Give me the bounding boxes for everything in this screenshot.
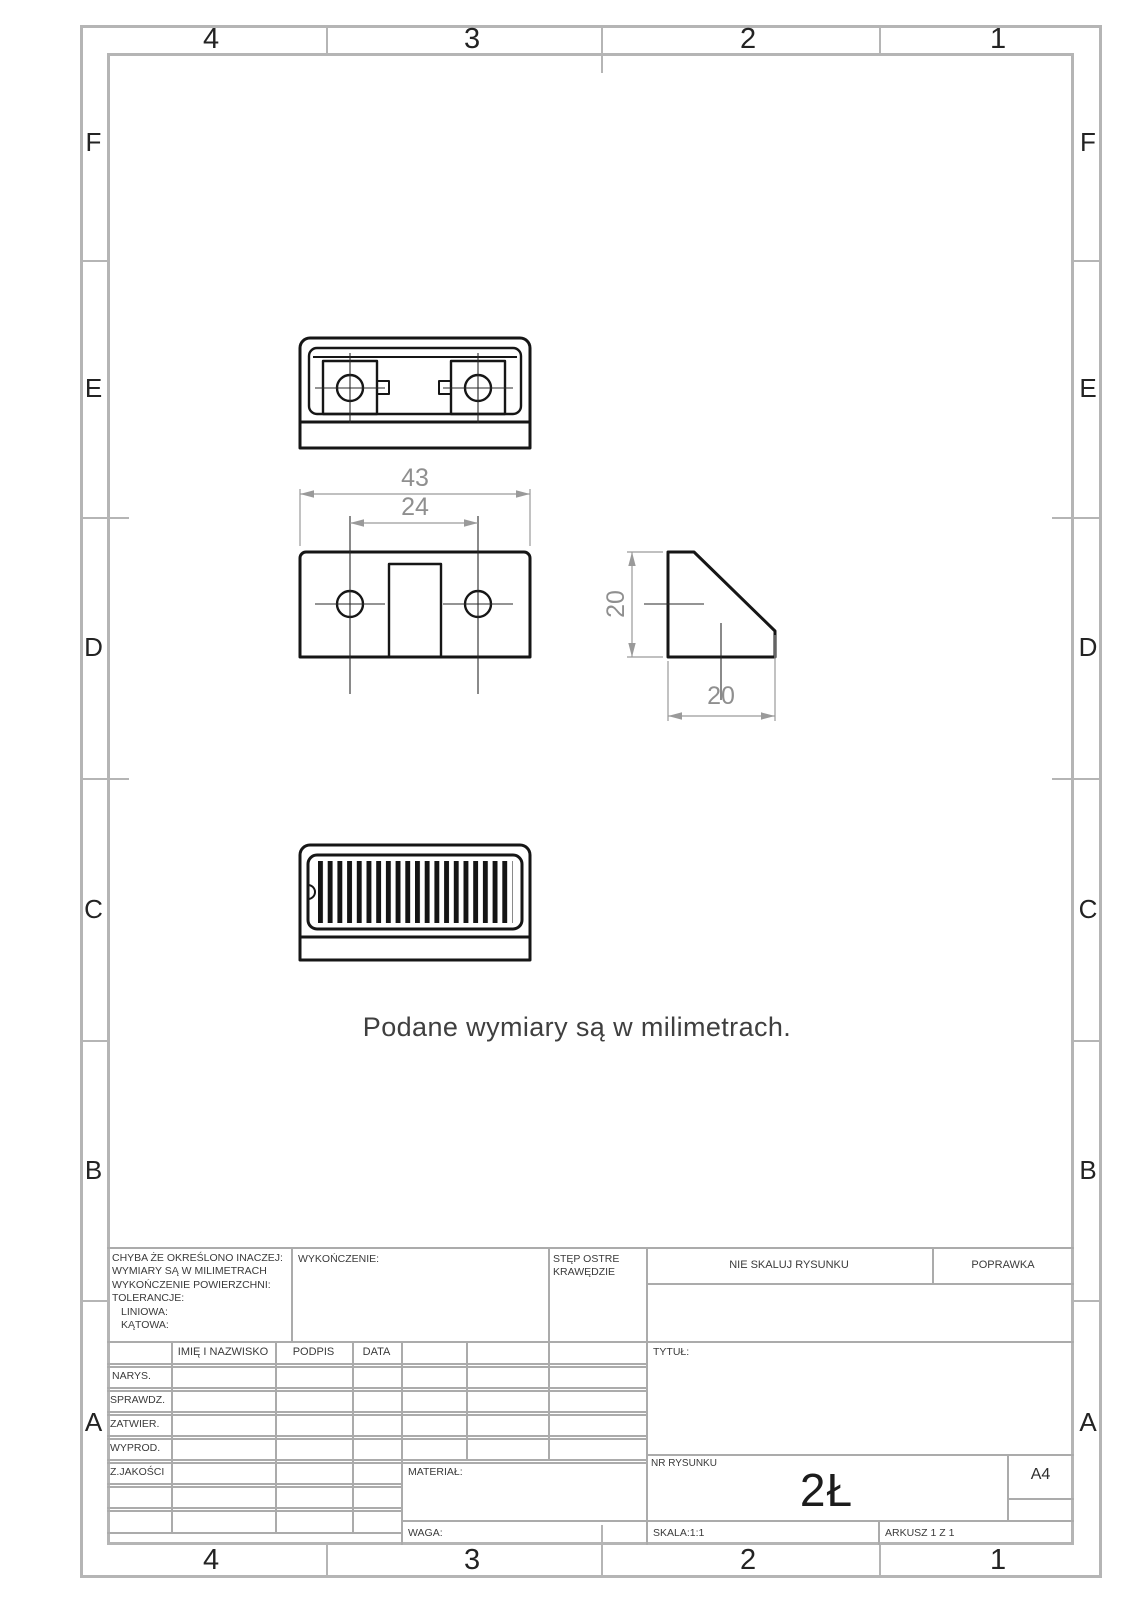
frame-divider — [1074, 517, 1102, 519]
drawing-sheet: 43 24 20 20 Podane wymiary są w milimetrach. 4 3 2 1 4 3 2 1 F E D C B A F E D C B A CHYBA ŻE OKREŚLONO INACZEJ: WYMIARY SĄ W MILIMETRACH WYKOŃCZENIE POWIERZCHNI: TOLERANCJE: LINIOWA: KĄTOWA: WYKOŃCZENIE: STĘP OSTRE KRAWĘDZIE NIE SKALUJ RYSUNKU POPRAWKA IMIĘ I NAZWISKO PODPIS DATA NARYS. SPRAWDZ. ZATWIER. WYPROD. Z.JAKOŚCI MATERIAŁ: WAGA: TYTUŁ: NR RYSUNKU 2Ł A4 SKALA:1:1 ARKUSZ 1 Z 1 — [0, 0, 1131, 1600]
units-caption: Podane wymiary są w milimetrach. — [362, 1012, 792, 1042]
dim-20h-text: 20 — [707, 682, 735, 710]
titleblock-line — [107, 1363, 646, 1365]
name-column-header: IMIĘ I NAZWISKO — [177, 1346, 269, 1358]
titleblock-line — [107, 1366, 646, 1368]
deburr-note-line: STĘP OSTRE — [553, 1253, 620, 1265]
titleblock-line — [291, 1247, 293, 1341]
grid-row-label: B — [1079, 1155, 1097, 1185]
titleblock-line — [107, 1387, 646, 1389]
titleblock-line — [1007, 1454, 1009, 1520]
titleblock-line — [878, 1520, 880, 1545]
material-label: MATERIAŁ: — [408, 1466, 463, 1478]
frame-divider — [1074, 1040, 1102, 1042]
titleblock-line — [401, 1341, 403, 1545]
tolerance-note-line: WYMIARY SĄ W MILIMETRACH — [112, 1265, 267, 1278]
titleblock-line — [107, 1532, 401, 1534]
frame-divider — [326, 25, 328, 53]
frame-divider — [80, 778, 107, 780]
titleblock-line — [466, 1341, 468, 1459]
center-tick — [601, 1525, 603, 1545]
tolerance-note-line: WYKOŃCZENIE POWIERZCHNI: — [112, 1278, 271, 1291]
titleblock-line — [548, 1247, 550, 1341]
frame-divider — [1074, 1300, 1102, 1302]
titleblock-line — [107, 1462, 646, 1464]
dim-43-text: 43 — [401, 464, 429, 492]
titleblock-line — [107, 1411, 646, 1413]
frame-divider — [1074, 778, 1102, 780]
grid-row-label: B — [84, 1155, 103, 1185]
titleblock-line — [1007, 1498, 1074, 1500]
titleblock-line — [107, 1414, 646, 1416]
dim-20v-text: 20 — [602, 590, 630, 618]
approval-row-label: SPRAWDZ. — [110, 1394, 166, 1406]
scale-label: SKALA:1:1 — [653, 1527, 705, 1539]
tolerance-note-line: LINIOWA: — [121, 1305, 168, 1318]
tolerance-note-line: TOLERANCJE: — [112, 1292, 185, 1305]
titleblock-line — [107, 1459, 646, 1461]
grid-row-label: F — [85, 127, 102, 157]
titleblock-line — [107, 1483, 401, 1485]
frame-divider — [80, 260, 107, 262]
deburr-note-line: KRAWĘDZIE — [553, 1266, 616, 1279]
approval-row-label: Z.JAKOŚCI — [110, 1466, 165, 1478]
drawing-number-label: NR RYSUNKU — [651, 1458, 717, 1469]
grid-row-label: E — [1079, 373, 1097, 403]
titleblock-line — [275, 1341, 277, 1532]
approval-row-label: NARYS. — [112, 1370, 151, 1382]
frame-divider — [80, 1300, 107, 1302]
revision-label: POPRAWKA — [971, 1259, 1035, 1271]
title-label: TYTUŁ: — [653, 1346, 690, 1358]
grid-row-label: A — [84, 1407, 103, 1437]
weight-label: WAGA: — [408, 1527, 443, 1539]
titleblock-line — [107, 1247, 1074, 1249]
dim-24-text: 24 — [401, 493, 429, 521]
tolerance-note-line: KĄTOWA: — [121, 1319, 169, 1332]
grid-row-label: D — [84, 632, 103, 662]
titleblock-line — [107, 1390, 646, 1392]
frame-divider — [80, 517, 107, 519]
do-not-scale-label: NIE SKALUJ RYSUNKU — [729, 1259, 849, 1271]
titleblock-line — [646, 1454, 1074, 1456]
approval-row-label: ZATWIER. — [110, 1418, 160, 1430]
drawing-number-value: 2Ł — [799, 1464, 854, 1516]
frame-divider — [80, 1040, 107, 1042]
grid-row-label: F — [1080, 127, 1096, 157]
frame-divider — [879, 25, 881, 53]
grid-row-label: A — [1079, 1407, 1097, 1437]
date-column-header: DATA — [362, 1346, 391, 1358]
frame-divider — [1074, 260, 1102, 262]
titleblock-line — [107, 1507, 401, 1509]
signature-column-header: PODPIS — [292, 1346, 335, 1358]
center-tick — [107, 778, 129, 780]
grid-row-label: C — [84, 894, 103, 924]
frame-divider — [601, 1545, 603, 1578]
grid-row-label: C — [1078, 894, 1098, 924]
titleblock-line — [171, 1341, 173, 1532]
center-tick — [107, 517, 129, 519]
frame-divider — [326, 1545, 328, 1578]
titleblock-line — [107, 1438, 646, 1440]
grid-row-label: E — [84, 373, 103, 403]
center-tick — [1052, 778, 1074, 780]
titleblock-line — [548, 1341, 550, 1459]
grid-row-label: D — [1078, 632, 1098, 662]
finish-label: WYKOŃCZENIE: — [298, 1253, 380, 1265]
center-tick — [1052, 517, 1074, 519]
titleblock-line — [352, 1341, 354, 1532]
titleblock-line — [107, 1486, 401, 1488]
titleblock-line — [401, 1520, 1074, 1522]
titleblock-line — [107, 1341, 1074, 1343]
frame-divider — [879, 1545, 881, 1578]
center-tick — [601, 53, 603, 73]
approval-row-label: WYPROD. — [110, 1442, 161, 1454]
titleblock-line — [107, 1435, 646, 1437]
tolerance-note-line: CHYBA ŻE OKREŚLONO INACZEJ: — [112, 1252, 283, 1264]
deburr-note — [553, 1253, 619, 1280]
paper-size-label: A4 — [1030, 1466, 1051, 1483]
tolerance-note — [112, 1252, 283, 1332]
sheet-number-label: ARKUSZ 1 Z 1 — [885, 1527, 955, 1539]
titleblock-line — [107, 1510, 401, 1512]
frame-divider — [601, 25, 603, 53]
titleblock-line — [646, 1283, 1074, 1285]
